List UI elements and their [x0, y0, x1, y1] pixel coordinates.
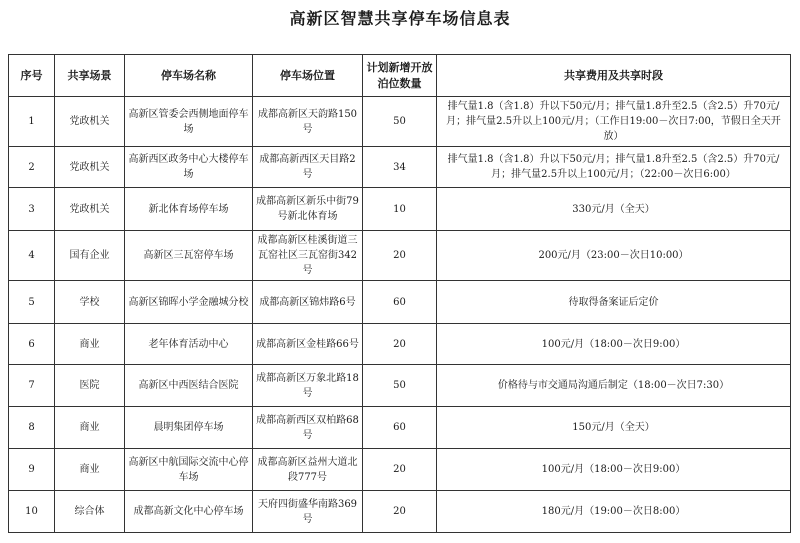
cell-scene: 商业	[55, 324, 125, 365]
cell-no: 10	[9, 491, 55, 533]
cell-name: 晨明集团停车场	[125, 407, 253, 449]
table-row	[9, 324, 791, 365]
cell-location: 成都高新区金桂路66号	[253, 324, 363, 365]
cell-scene: 党政机关	[55, 147, 125, 188]
header-fee: 共享费用及共享时段	[437, 55, 791, 97]
cell-spaces: 20	[363, 231, 437, 281]
cell-no: 4	[9, 231, 55, 281]
cell-no: 1	[9, 97, 55, 147]
cell-no: 8	[9, 407, 55, 449]
cell-scene: 商业	[55, 449, 125, 491]
cell-location: 成都高新西区双柏路68号	[253, 407, 363, 449]
cell-location: 成都高新西区天目路2号	[253, 147, 363, 188]
cell-fee: 价格待与市交通局沟通后制定（18:00－次日7:30）	[437, 365, 791, 407]
table-row	[9, 365, 791, 407]
cell-fee: 100元/月（18:00－次日9:00）	[437, 324, 791, 365]
cell-no: 7	[9, 365, 55, 407]
cell-spaces: 60	[363, 281, 437, 324]
table-row	[9, 449, 791, 491]
cell-scene: 党政机关	[55, 97, 125, 147]
cell-location: 天府四街盛华南路369号	[253, 491, 363, 533]
cell-scene: 商业	[55, 407, 125, 449]
cell-name: 成都高新文化中心停车场	[125, 491, 253, 533]
cell-no: 6	[9, 324, 55, 365]
cell-no: 2	[9, 147, 55, 188]
cell-name: 高新西区政务中心大楼停车场	[125, 147, 253, 188]
cell-scene: 医院	[55, 365, 125, 407]
cell-location: 成都高新区桂溪街道三瓦窑社区三瓦窑街342号	[253, 231, 363, 281]
table-row	[9, 281, 791, 324]
cell-name: 高新区中航国际交流中心停车场	[125, 449, 253, 491]
cell-location: 成都高新区天韵路150号	[253, 97, 363, 147]
table-row	[9, 231, 791, 281]
cell-spaces: 34	[363, 147, 437, 188]
cell-name: 高新区中西医结合医院	[125, 365, 253, 407]
cell-name: 高新区管委会西侧地面停车场	[125, 97, 253, 147]
cell-name: 高新区锦晖小学金融城分校	[125, 281, 253, 324]
table-row	[9, 407, 791, 449]
cell-fee: 待取得备案证后定价	[437, 281, 791, 324]
page-title: 高新区智慧共享停车场信息表	[289, 9, 511, 28]
table-row	[9, 147, 791, 188]
cell-scene: 国有企业	[55, 231, 125, 281]
table-row	[9, 491, 791, 533]
cell-spaces: 10	[363, 188, 437, 231]
cell-spaces: 50	[363, 97, 437, 147]
cell-fee: 排气量1.8（含1.8）升以下50元/月；排气量1.8升至2.5（含2.5）升70元/月；排气量2.5升以上100元/月；（22:00－次日6:00）	[437, 147, 791, 188]
cell-name: 高新区三瓦窑停车场	[125, 231, 253, 281]
cell-no: 3	[9, 188, 55, 231]
header-spaces: 计划新增开放泊位数量	[363, 55, 437, 97]
cell-spaces: 20	[363, 491, 437, 533]
cell-scene: 学校	[55, 281, 125, 324]
cell-fee: 150元/月（全天）	[437, 407, 791, 449]
table-row	[9, 97, 791, 147]
cell-location: 成都高新区锦炜路6号	[253, 281, 363, 324]
header-scene: 共享场景	[55, 55, 125, 97]
cell-no: 9	[9, 449, 55, 491]
cell-location: 成都高新区益州大道北段777号	[253, 449, 363, 491]
cell-spaces: 50	[363, 365, 437, 407]
cell-spaces: 60	[363, 407, 437, 449]
header-no: 序号	[9, 55, 55, 97]
cell-location: 成都高新区万象北路18号	[253, 365, 363, 407]
header-location: 停车场位置	[253, 55, 363, 97]
cell-location: 成都高新区新乐中街79号新北体育场	[253, 188, 363, 231]
cell-name: 老年体育活动中心	[125, 324, 253, 365]
cell-scene: 党政机关	[55, 188, 125, 231]
header-name: 停车场名称	[125, 55, 253, 97]
cell-fee: 100元/月（18:00－次日9:00）	[437, 449, 791, 491]
table-row	[9, 188, 791, 231]
cell-no: 5	[9, 281, 55, 324]
cell-spaces: 20	[363, 449, 437, 491]
cell-fee: 180元/月（19:00－次日8:00）	[437, 491, 791, 533]
cell-fee: 200元/月（23:00－次日10:00）	[437, 231, 791, 281]
cell-scene: 综合体	[55, 491, 125, 533]
parking-info-table	[8, 54, 791, 533]
cell-name: 新北体育场停车场	[125, 188, 253, 231]
table-header-row	[9, 55, 791, 97]
cell-fee: 排气量1.8（含1.8）升以下50元/月；排气量1.8升至2.5（含2.5）升70元/月；排气量2.5升以上100元/月；（工作日19:00－次日7:00，节假日全天开放）	[437, 97, 791, 147]
cell-fee: 330元/月（全天）	[437, 188, 791, 231]
cell-spaces: 20	[363, 324, 437, 365]
